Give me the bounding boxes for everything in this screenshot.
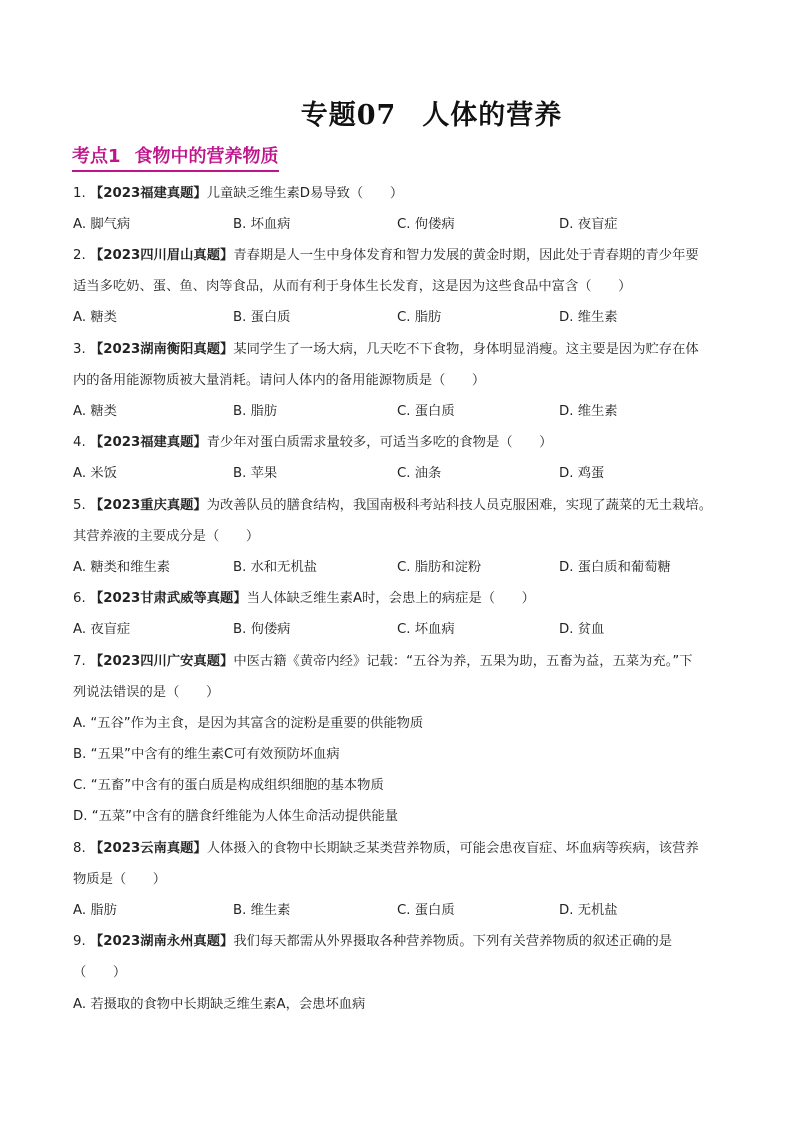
option-a: A. 若摄取的食物中长期缺乏维生素A，会患坏血病	[73, 997, 366, 1012]
option-c: C. 坏血病	[397, 622, 455, 637]
option-b: B. 坏血病	[233, 217, 291, 232]
page-title	[0, 93, 793, 132]
option-d: D. 维生素	[559, 404, 618, 419]
option-c: C. 脂肪	[397, 310, 442, 325]
section-label: 考点1	[72, 146, 121, 167]
question-3-options	[73, 403, 733, 421]
option-b: B. 蛋白质	[233, 310, 291, 325]
question-source: 【2023湖南衡阳真题】	[89, 342, 234, 357]
option-c: C. 脂肪和淀粉	[397, 560, 482, 575]
option-d: D. 无机盐	[559, 903, 618, 918]
question-3-line-2: 内的备用能源物质被大量消耗。请问人体内的备用能源物质是（ ）	[73, 373, 486, 388]
option-b: B. 苹果	[233, 466, 278, 481]
question-1-options	[73, 216, 733, 234]
question-2-line-1: 2. 【2023四川眉山真题】青春期是人一生中身体发育和智力发展的黄金时期，因此处于青春期的青少年要	[73, 248, 699, 263]
option-c: C. 油条	[397, 466, 442, 481]
question-4-options	[73, 465, 733, 483]
question-9-line-1: 9. 【2023湖南永州真题】我们每天都需从外界摄取各种营养物质。下列有关营养物质的叙述正确的是	[73, 934, 673, 949]
option-a: A. 脚气病	[73, 217, 131, 232]
option-c: C. “五畜”中含有的蛋白质是构成组织细胞的基本物质	[73, 778, 384, 793]
option-d: D. “五菜”中含有的膳食纤维能为人体生命活动提供能量	[73, 809, 399, 824]
option-d: D. 夜盲症	[559, 217, 618, 232]
question-7-line-2: 列说法错误的是（ ）	[73, 685, 220, 700]
question-3-line-1: 3. 【2023湖南衡阳真题】某同学生了一场大病，几天吃不下食物，身体明显消瘦。这主要是因为贮存在体	[73, 342, 699, 357]
option-a: A. 脂肪	[73, 903, 117, 918]
question-8-line-2: 物质是（ ）	[73, 872, 167, 887]
option-d: D. 鸡蛋	[559, 466, 605, 481]
option-d: D. 贫血	[559, 622, 605, 637]
question-5-options	[73, 559, 733, 577]
question-2-options	[73, 309, 733, 327]
option-a: A. 糖类	[73, 310, 117, 325]
question-8-options	[73, 902, 733, 920]
option-c: C. 蛋白质	[397, 404, 455, 419]
question-source: 【2023湖南永州真题】	[89, 934, 234, 949]
question-source: 【2023四川眉山真题】	[89, 248, 234, 263]
question-5-line-2: 其营养液的主要成分是（ ）	[73, 529, 260, 544]
question-source: 【2023重庆真题】	[89, 498, 207, 513]
option-d: D. 蛋白质和葡萄糖	[559, 560, 671, 575]
title-topic-name: 人体的营养	[422, 100, 563, 131]
option-a: A. 米饭	[73, 466, 117, 481]
question-source: 【2023福建真题】	[89, 435, 207, 450]
option-a: A. 夜盲症	[73, 622, 131, 637]
option-b: B. 脂肪	[233, 404, 278, 419]
option-c: C. 蛋白质	[397, 903, 455, 918]
question-source: 【2023四川广安真题】	[89, 654, 234, 669]
question-4-line-1: 4. 【2023福建真题】青少年对蛋白质需求量较多，可适当多吃的食物是（ ）	[73, 435, 553, 450]
section-heading	[72, 145, 279, 172]
title-topic-number: 专题07	[300, 100, 397, 131]
option-b: B. 水和无机盐	[233, 560, 318, 575]
question-2-line-2: 适当多吃奶、蛋、鱼、肉等食品，从而有利于身体生长发育，这是因为这些食品中富含（ ）	[73, 279, 632, 294]
section-name: 食物中的营养物质	[134, 146, 279, 167]
question-6-line-1: 6. 【2023甘肃武威等真题】当人体缺乏维生素A时，会患上的病症是（ ）	[73, 591, 535, 606]
question-5-line-1: 5. 【2023重庆真题】为改善队员的膳食结构，我国南极科考站科技人员克服困难，实现了蔬菜的无土栽培。	[73, 498, 712, 513]
question-7-line-1: 7. 【2023四川广安真题】中医古籍《黄帝内经》记载：“五谷为养，五果为助，五畜为益，五菜为充。”下	[73, 654, 693, 669]
option-b: B. “五果”中含有的维生素C可有效预防坏血病	[73, 747, 340, 762]
option-c: C. 佝偻病	[397, 217, 455, 232]
option-b: B. 维生素	[233, 903, 291, 918]
question-source: 【2023福建真题】	[89, 186, 207, 201]
question-1-line-1: 1. 【2023福建真题】儿童缺乏维生素D易导致（ ）	[73, 186, 404, 201]
question-8-line-1: 8. 【2023云南真题】人体摄入的食物中长期缺乏某类营养物质，可能会患夜盲症、坏血病等疾病，该营养	[73, 841, 699, 856]
question-9-line-2: （ ）	[73, 965, 127, 980]
question-source: 【2023云南真题】	[89, 841, 207, 856]
option-a: A. 糖类	[73, 404, 117, 419]
option-d: D. 维生素	[559, 310, 618, 325]
option-b: B. 佝偻病	[233, 622, 291, 637]
question-6-options	[73, 621, 733, 639]
option-a: A. 糖类和维生素	[73, 560, 171, 575]
option-a: A. “五谷”作为主食，是因为其富含的淀粉是重要的供能物质	[73, 716, 424, 731]
question-source: 【2023甘肃武威等真题】	[89, 591, 247, 606]
